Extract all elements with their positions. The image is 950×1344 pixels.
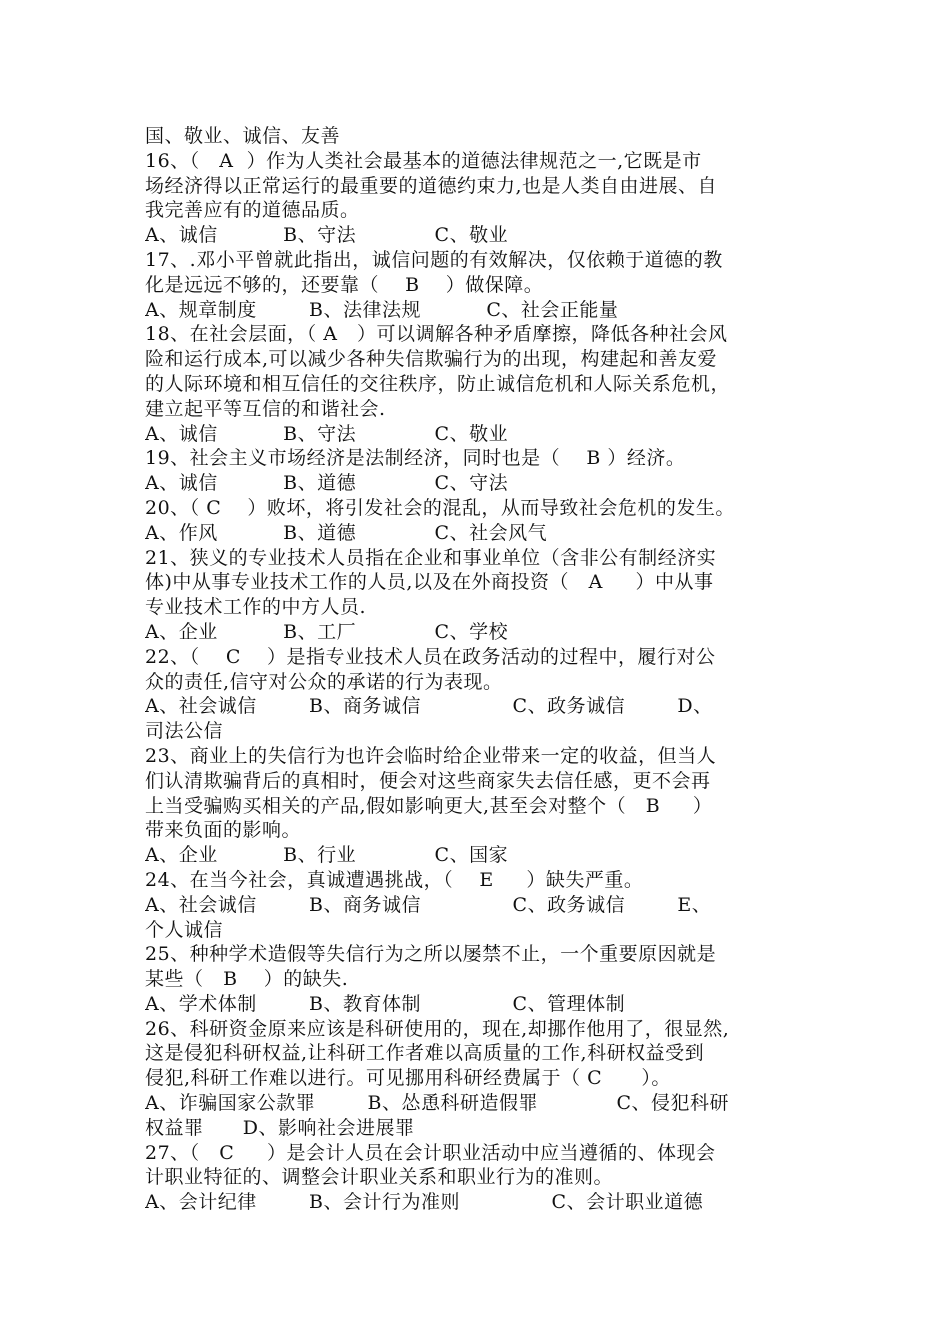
text-line: 这是侵犯科研权益,让科研工作者难以高质量的工作,科研权益受到 — [145, 1042, 705, 1065]
text-line: 22、（ C ）是指专业技术人员在政务活动的过程中，履行对公 — [145, 645, 716, 668]
text-line: 27、（ C ）是会计人员在会计职业活动中应当遵循的、体现会 — [145, 1141, 716, 1164]
text-line: 24、在当今社会，真诚遭遇挑战，（ E ）缺失严重。 — [145, 868, 644, 891]
text-line: A、诈骗国家公款罪 B、怂恿科研造假罪 C、侵犯科研 — [145, 1092, 730, 1115]
text-line: 众的责任,信守对公众的承诺的行为表现。 — [145, 670, 503, 693]
text-line: 20、（ C ）败坏，将引发社会的混乱，从而导致社会危机的发生。 — [145, 496, 735, 519]
text-line: A、作风 B、道德 C、社会风气 — [145, 521, 548, 544]
text-line: 我完善应有的道德品质。 — [145, 199, 360, 222]
text-line: 25、种种学术造假等失信行为之所以屡禁不止，一个重要原因就是 — [145, 943, 717, 966]
text-line: A、诚信 B、守法 C、敬业 — [145, 422, 509, 445]
text-line: 18、在社会层面，（ A ）可以调解各种矛盾摩擦，降低各种社会风 — [145, 323, 728, 346]
text-line: 23、商业上的失信行为也许会临时给企业带来一定的收益，但当人 — [145, 744, 717, 767]
text-line: 化是远远不够的，还要靠（ B ）做保障。 — [145, 273, 544, 296]
text-line: 的人际环境和相互信任的交往秩序，防止诚信危机和人际关系危机， — [145, 372, 731, 395]
text-line: 司法公信 — [145, 720, 224, 743]
text-line: 场经济得以正常运行的最重要的道德约束力,也是人类自由进展、自 — [145, 174, 718, 197]
text-line: A、会计纪律 B、会计行为准则 C、会计职业道德 — [145, 1191, 704, 1214]
text-line: 计职业特征的、调整会计职业关系和职业行为的准则。 — [145, 1166, 614, 1189]
text-line: 险和运行成本,可以减少各种失信欺骗行为的出现，构建起和善友爱 — [145, 348, 718, 371]
text-line: A、企业 B、工厂 C、学校 — [145, 620, 509, 643]
text-line: 19、社会主义市场经济是法制经济，同时也是（ B ）经济。 — [145, 447, 686, 470]
document-text — [145, 124, 810, 1215]
text-line: 带来负面的影响。 — [145, 819, 302, 842]
text-line: A、企业 B、行业 C、国家 — [145, 844, 509, 867]
text-line: 16、（ A ）作为人类社会最基本的道德法律规范之一,它既是市 — [145, 149, 702, 172]
text-line: 专业技术工作的中方人员. — [145, 596, 367, 619]
text-line: 上当受骗购买相关的产品,假如影响更大,甚至会对整个（ B ） — [145, 794, 713, 817]
text-line: A、学术体制 B、教育体制 C、管理体制 — [145, 992, 626, 1015]
text-line: 们认清欺骗背后的真相时，便会对这些商家失去信任感，更不会再 — [145, 769, 711, 792]
text-line: 21、狭义的专业技术人员指在企业和事业单位（含非公有制经济实 — [145, 546, 717, 569]
text-line: 权益罪 D、影响社会进展罪 — [145, 1116, 415, 1139]
text-line: 侵犯,科研工作难以进行。可见挪用科研经费属于（ C ）。 — [145, 1067, 671, 1090]
text-line: 体)中从事专业技术工作的人员,以及在外商投资（ A ）中从事 — [145, 571, 714, 594]
text-line: A、规章制度 B、法律法规 C、社会正能量 — [145, 298, 619, 321]
text-line: 26、科研资金原来应该是科研使用的，现在,却挪作他用了，很显然, — [145, 1017, 730, 1040]
text-line: 某些（ B ）的缺失. — [145, 968, 349, 991]
text-line: A、诚信 B、道德 C、守法 — [145, 472, 509, 495]
text-line: 个人诚信 — [145, 918, 224, 941]
text-line: A、社会诚信 B、商务诚信 C、政务诚信 E、 — [145, 893, 712, 916]
text-line: A、社会诚信 B、商务诚信 C、政务诚信 D、 — [145, 695, 713, 718]
text-line: 17、.邓小平曾就此指出，诚信问题的有效解决，仅依赖于道德的教 — [145, 248, 723, 271]
text-line: A、诚信 B、守法 C、敬业 — [145, 224, 509, 247]
text-line: 国、敬业、诚信、友善 — [145, 125, 341, 147]
text-line: 建立起平等互信的和谐社会. — [145, 397, 386, 420]
